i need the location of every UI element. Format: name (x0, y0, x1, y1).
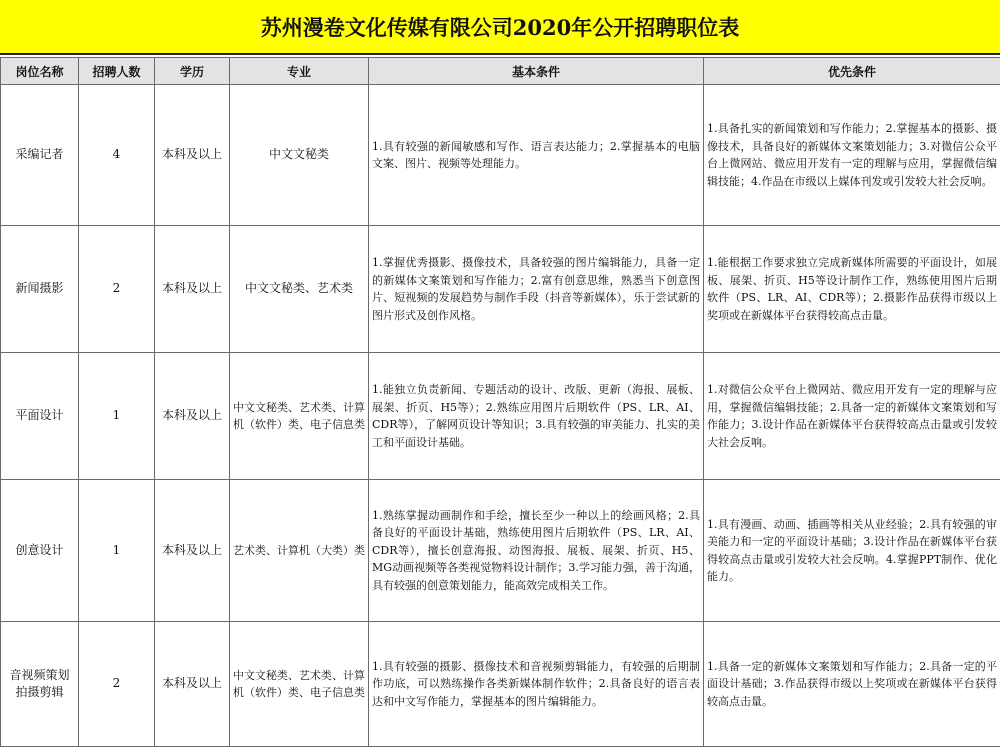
education-cell: 本科及以上 (155, 85, 230, 226)
basic-cell: 1.能独立负责新闻、专题活动的设计、改版、更新（海报、展板、展架、折页、H5等）；2.熟练应用图片后期软件（PS、LR、AI、CDR等），了解网页设计等知识；3.具有较强的审美能力、扎实的美工和平面设计基础。 (369, 353, 704, 480)
education-cell: 本科及以上 (155, 622, 230, 747)
column-header-education: 学历 (155, 58, 230, 85)
column-header-basic: 基本条件 (369, 58, 704, 85)
column-header-major: 专业 (230, 58, 369, 85)
count-cell: 2 (79, 622, 155, 747)
major-cell: 中文文秘类、艺术类、计算机（软件）类、电子信息类 (230, 353, 369, 480)
basic-cell: 1.具有较强的新闻敏感和写作、语言表达能力；2.掌握基本的电脑文案、图片、视频等处理能力。 (369, 85, 704, 226)
table-row (1, 480, 1000, 622)
count-cell: 4 (79, 85, 155, 226)
basic-cell: 1.熟练掌握动画制作和手绘，擅长至少一种以上的绘画风格；2.具备良好的平面设计基础，熟练使用图片后期软件（PS、LR、AI、CDR等），擅长创意海报、动图海报、展板、展架、折页、H5、MG动画视频等各类视觉物料设计制作；3.学习能力强，善于沟通，具有较强的创意策划能力，能高效完成相关工作。 (369, 480, 704, 622)
preferred-cell: 1.具备一定的新媒体文案策划和写作能力；2.具备一定的平面设计基础；3.作品获得市级以上奖项或在新媒体平台获得较高点击量。 (704, 622, 1000, 747)
table-row (1, 85, 1000, 226)
major-cell: 中文文秘类 (230, 85, 369, 226)
position-cell: 音视频策划拍摄剪辑 (1, 622, 79, 747)
table-header-row (1, 58, 1000, 85)
column-header-count: 招聘人数 (79, 58, 155, 85)
position-cell: 采编记者 (1, 85, 79, 226)
count-cell: 1 (79, 353, 155, 480)
table-row (1, 353, 1000, 480)
position-cell: 平面设计 (1, 353, 79, 480)
education-cell: 本科及以上 (155, 480, 230, 622)
position-cell: 新闻摄影 (1, 226, 79, 353)
major-cell: 中文文秘类、艺术类、计算机（软件）类、电子信息类 (230, 622, 369, 747)
position-cell: 创意设计 (1, 480, 79, 622)
major-cell: 中文文秘类、艺术类 (230, 226, 369, 353)
preferred-cell: 1.对微信公众平台上微网站、微应用开发有一定的理解与应用，掌握微信编辑技能；2.具备一定的新媒体文案策划和写作能力；3.设计作品在新媒体平台获得较高点击量或引发较大社会反响。 (704, 353, 1000, 480)
job-table (0, 57, 1000, 747)
page-title: 苏州漫卷文化传媒有限公司2020年公开招聘职位表 (261, 12, 739, 42)
title-banner (0, 0, 1000, 55)
count-cell: 2 (79, 226, 155, 353)
preferred-cell: 1.具有漫画、动画、插画等相关从业经验；2.具有较强的审美能力和一定的平面设计基础；3.设计作品在新媒体平台获得较高点击量或引发较大社会反响。4.掌握PPT制作、优化能力。 (704, 480, 1000, 622)
count-cell: 1 (79, 480, 155, 622)
education-cell: 本科及以上 (155, 353, 230, 480)
basic-cell: 1.掌握优秀摄影、摄像技术，具备较强的图片编辑能力，具备一定的新媒体文案策划和写作能力；2.富有创意思维，熟悉当下创意图片、短视频的发展趋势与制作手段（抖音等新媒体），乐于尝试新的图片形式及创作风格。 (369, 226, 704, 353)
education-cell: 本科及以上 (155, 226, 230, 353)
column-header-preferred: 优先条件 (704, 58, 1000, 85)
preferred-cell: 1.能根据工作要求独立完成新媒体所需要的平面设计，如展板、展架、折页、H5等设计制作工作，熟练使用图片后期软件（PS、LR、AI、CDR等）；2.摄影作品获得市级以上奖项或在新媒体平台获得较高点击量。 (704, 226, 1000, 353)
basic-cell: 1.具有较强的摄影、摄像技术和音视频剪辑能力，有较强的后期制作功底，可以熟练操作各类新媒体制作软件；2.具备良好的语言表达和中文写作能力，掌握基本的图片编辑能力。 (369, 622, 704, 747)
column-header-position: 岗位名称 (1, 58, 79, 85)
table-row (1, 226, 1000, 353)
table-row (1, 622, 1000, 747)
preferred-cell: 1.具备扎实的新闻策划和写作能力；2.掌握基本的摄影、摄像技术，具备良好的新媒体文案策划能力；3.对微信公众平台上微网站、微应用开发有一定的理解与应用，掌握微信编辑技能；4.作品在市级以上媒体刊发或引发较大社会反响。 (704, 85, 1000, 226)
major-cell: 艺术类、计算机（大类）类 (230, 480, 369, 622)
